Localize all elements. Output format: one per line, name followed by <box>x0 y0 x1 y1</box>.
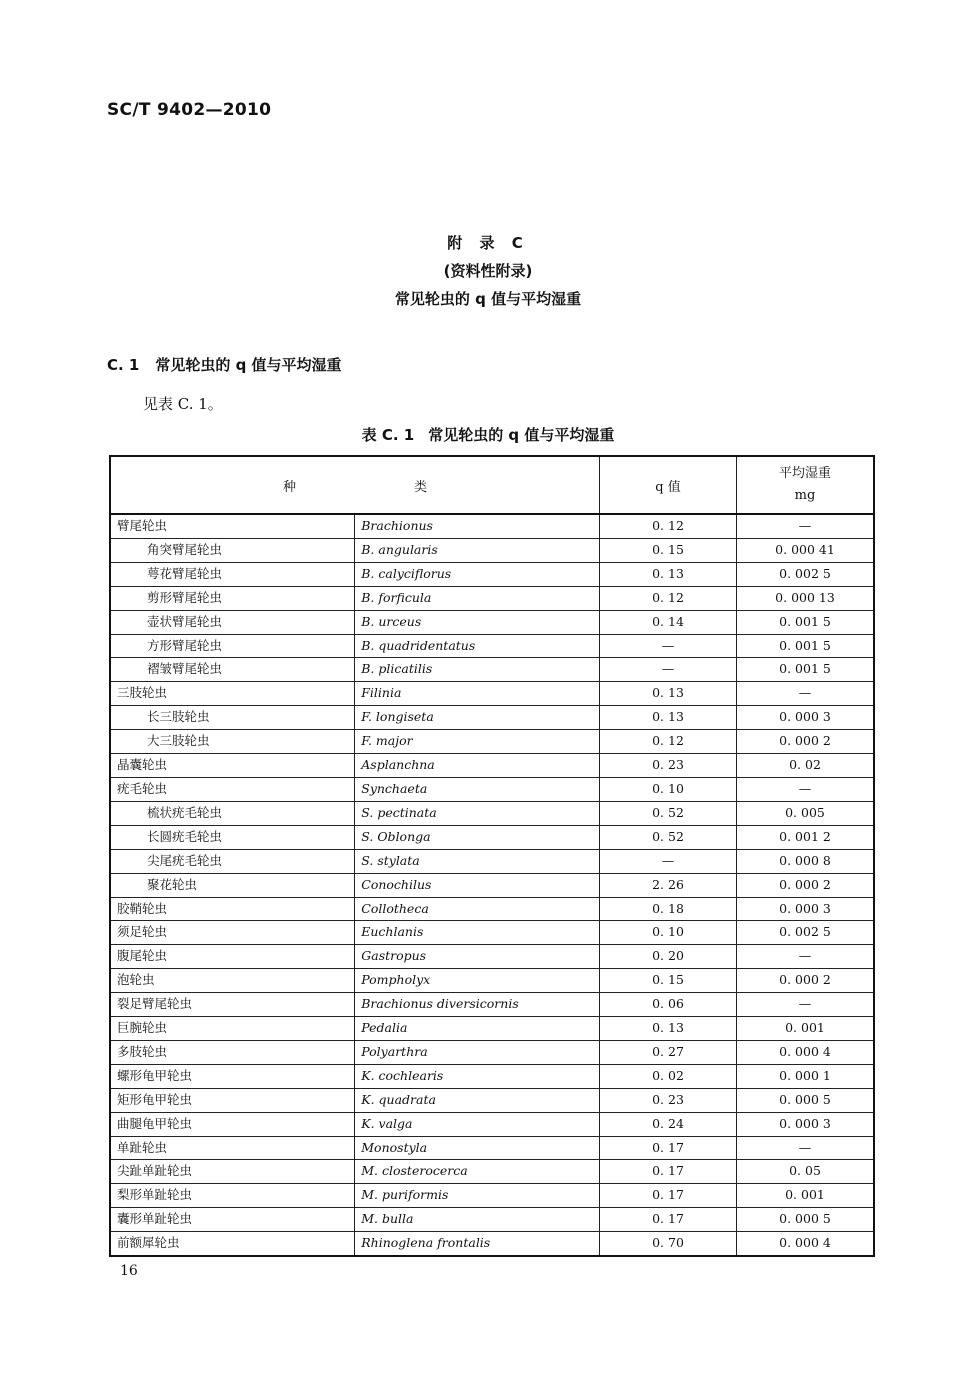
chinese-name-cell: 剪形臂尾轮虫 <box>110 586 355 610</box>
table-row <box>110 1017 874 1041</box>
chinese-name-cell: 裂足臂尾轮虫 <box>110 993 355 1017</box>
chinese-name-cell: 疣毛轮虫 <box>110 777 355 801</box>
q-value-cell: 0. 17 <box>600 1160 737 1184</box>
table-row <box>110 897 874 921</box>
latin-name-cell: B. forficula <box>355 586 600 610</box>
table-row <box>110 1184 874 1208</box>
latin-name-cell: K. quadrata <box>355 1088 600 1112</box>
latin-name-cell: Monostyla <box>355 1136 600 1160</box>
q-value-cell: 0. 17 <box>600 1208 737 1232</box>
chinese-name-cell: 单趾轮虫 <box>110 1136 355 1160</box>
table-header-row <box>110 456 874 514</box>
chinese-name-cell: 梨形单趾轮虫 <box>110 1184 355 1208</box>
q-value-cell: 0. 06 <box>600 993 737 1017</box>
latin-name-cell: F. major <box>355 730 600 754</box>
q-value-cell: — <box>600 658 737 682</box>
q-value-cell: 0. 17 <box>600 1184 737 1208</box>
table-row <box>110 849 874 873</box>
q-value-cell: 0. 02 <box>600 1064 737 1088</box>
latin-name-cell: K. valga <box>355 1112 600 1136</box>
latin-name-cell: Collotheca <box>355 897 600 921</box>
table-row <box>110 730 874 754</box>
chinese-name-cell: 多肢轮虫 <box>110 1040 355 1064</box>
latin-name-cell: S. stylata <box>355 849 600 873</box>
wet-weight-cell: 0. 000 3 <box>737 1112 875 1136</box>
wet-weight-cell: 0. 001 5 <box>737 634 875 658</box>
appendix-title: 附 录 C <box>447 234 529 252</box>
wet-weight-cell: — <box>737 945 875 969</box>
chinese-name-cell: 三肢轮虫 <box>110 682 355 706</box>
q-value-cell: — <box>600 849 737 873</box>
section-title: 常见轮虫的 q 值与平均湿重 <box>155 356 342 374</box>
latin-name-cell: M. puriformis <box>355 1184 600 1208</box>
table-caption-number: 表 C. 1 <box>361 426 415 444</box>
table-row <box>110 921 874 945</box>
table-row <box>110 658 874 682</box>
table-row <box>110 1232 874 1256</box>
chinese-name-cell: 前额犀轮虫 <box>110 1232 355 1256</box>
wet-weight-cell: 0. 000 4 <box>737 1040 875 1064</box>
q-value-cell: 0. 52 <box>600 801 737 825</box>
wet-weight-cell: — <box>737 777 875 801</box>
wet-weight-cell: 0. 000 5 <box>737 1208 875 1232</box>
table-row <box>110 1136 874 1160</box>
chinese-name-cell: 萼花臂尾轮虫 <box>110 562 355 586</box>
table-row <box>110 754 874 778</box>
wet-weight-cell: — <box>737 682 875 706</box>
table-row <box>110 562 874 586</box>
latin-name-cell: Euchlanis <box>355 921 600 945</box>
chinese-name-cell: 须足轮虫 <box>110 921 355 945</box>
wet-weight-cell: 0. 000 5 <box>737 1088 875 1112</box>
latin-name-cell: B. quadridentatus <box>355 634 600 658</box>
latin-name-cell: Pompholyx <box>355 969 600 993</box>
table-row <box>110 1112 874 1136</box>
chinese-name-cell: 长三肢轮虫 <box>110 706 355 730</box>
table-body <box>110 514 874 1256</box>
wet-weight-cell: 0. 000 2 <box>737 730 875 754</box>
q-value-cell: 0. 10 <box>600 777 737 801</box>
weight-header <box>737 456 875 514</box>
species-header-label-b: 类 <box>414 479 428 495</box>
q-value-cell: 0. 70 <box>600 1232 737 1256</box>
table-row <box>110 1088 874 1112</box>
chinese-name-cell: 臂尾轮虫 <box>110 514 355 538</box>
wet-weight-cell: 0. 002 5 <box>737 562 875 586</box>
table-row <box>110 825 874 849</box>
wet-weight-cell: 0. 000 4 <box>737 1232 875 1256</box>
wet-weight-cell: 0. 002 5 <box>737 921 875 945</box>
chinese-name-cell: 曲腿龟甲轮虫 <box>110 1112 355 1136</box>
latin-name-cell: Rhinoglena frontalis <box>355 1232 600 1256</box>
q-value-cell: 0. 15 <box>600 538 737 562</box>
latin-name-cell: B. calyciflorus <box>355 562 600 586</box>
table-row <box>110 706 874 730</box>
q-value-cell: 0. 15 <box>600 969 737 993</box>
table-row <box>110 1160 874 1184</box>
q-value-cell: 0. 14 <box>600 610 737 634</box>
wet-weight-cell: 0. 000 1 <box>737 1064 875 1088</box>
section-number: C. 1 <box>107 356 140 374</box>
chinese-name-cell: 矩形龟甲轮虫 <box>110 1088 355 1112</box>
weight-header-label: 平均湿重 <box>778 466 831 481</box>
wet-weight-cell: 0. 001 2 <box>737 825 875 849</box>
latin-name-cell: M. closterocerca <box>355 1160 600 1184</box>
latin-name-cell: Polyarthra <box>355 1040 600 1064</box>
latin-name-cell: Gastropus <box>355 945 600 969</box>
table-caption-title: 常见轮虫的 q 值与平均湿重 <box>428 426 615 444</box>
chinese-name-cell: 晶囊轮虫 <box>110 754 355 778</box>
q-value-cell: 2. 26 <box>600 873 737 897</box>
chinese-name-cell: 大三肢轮虫 <box>110 730 355 754</box>
latin-name-cell: Conochilus <box>355 873 600 897</box>
latin-name-cell: Brachionus <box>355 514 600 538</box>
q-value-cell: 0. 23 <box>600 1088 737 1112</box>
wet-weight-cell: 0. 000 8 <box>737 849 875 873</box>
q-header: q 值 <box>600 456 737 514</box>
latin-name-cell: Pedalia <box>355 1017 600 1041</box>
wet-weight-cell: 0. 000 41 <box>737 538 875 562</box>
chinese-name-cell: 方形臂尾轮虫 <box>110 634 355 658</box>
table-row <box>110 514 874 538</box>
chinese-name-cell: 角突臂尾轮虫 <box>110 538 355 562</box>
chinese-name-cell: 壶状臂尾轮虫 <box>110 610 355 634</box>
wet-weight-cell: 0. 05 <box>737 1160 875 1184</box>
rotifer-table <box>109 455 875 1257</box>
section-text: 见表 C. 1。 <box>143 395 223 413</box>
q-value-cell: 0. 27 <box>600 1040 737 1064</box>
chinese-name-cell: 褶皱臂尾轮虫 <box>110 658 355 682</box>
wet-weight-cell: — <box>737 514 875 538</box>
chinese-name-cell: 泡轮虫 <box>110 969 355 993</box>
latin-name-cell: Asplanchna <box>355 754 600 778</box>
appendix-type: (资料性附录) <box>443 262 533 280</box>
wet-weight-cell: 0. 001 <box>737 1184 875 1208</box>
chinese-name-cell: 腹尾轮虫 <box>110 945 355 969</box>
chinese-name-cell: 尖趾单趾轮虫 <box>110 1160 355 1184</box>
latin-name-cell: Brachionus diversicornis <box>355 993 600 1017</box>
q-value-cell: 0. 10 <box>600 921 737 945</box>
latin-name-cell: F. longiseta <box>355 706 600 730</box>
chinese-name-cell: 螺形龟甲轮虫 <box>110 1064 355 1088</box>
table-row <box>110 586 874 610</box>
wet-weight-cell: 0. 001 5 <box>737 658 875 682</box>
q-value-cell: 0. 13 <box>600 1017 737 1041</box>
table-row <box>110 538 874 562</box>
wet-weight-cell: 0. 000 2 <box>737 873 875 897</box>
q-value-cell: 0. 20 <box>600 945 737 969</box>
chinese-name-cell: 梳状疣毛轮虫 <box>110 801 355 825</box>
table-row <box>110 873 874 897</box>
table-row <box>110 993 874 1017</box>
latin-name-cell: S. Oblonga <box>355 825 600 849</box>
q-value-cell: 0. 18 <box>600 897 737 921</box>
species-header-label-a: 种 <box>282 479 296 495</box>
q-value-cell: 0. 12 <box>600 514 737 538</box>
latin-name-cell: Filinia <box>355 682 600 706</box>
section-heading <box>107 354 342 375</box>
table-row <box>110 610 874 634</box>
chinese-name-cell: 胶鞘轮虫 <box>110 897 355 921</box>
table-row <box>110 801 874 825</box>
q-value-cell: 0. 23 <box>600 754 737 778</box>
chinese-name-cell: 尖尾疣毛轮虫 <box>110 849 355 873</box>
wet-weight-cell: 0. 000 3 <box>737 897 875 921</box>
weight-header-unit: mg <box>794 488 816 503</box>
wet-weight-cell: 0. 000 13 <box>737 586 875 610</box>
table-row <box>110 634 874 658</box>
table-row <box>110 945 874 969</box>
chinese-name-cell: 囊形单趾轮虫 <box>110 1208 355 1232</box>
page-number: 16 <box>120 1263 138 1279</box>
wet-weight-cell: — <box>737 1136 875 1160</box>
q-value-cell: 0. 24 <box>600 1112 737 1136</box>
q-value-cell: 0. 13 <box>600 706 737 730</box>
wet-weight-cell: 0. 000 2 <box>737 969 875 993</box>
table-row <box>110 682 874 706</box>
species-header <box>110 456 600 514</box>
table-row <box>110 777 874 801</box>
q-value-cell: 0. 17 <box>600 1136 737 1160</box>
table-row <box>110 1040 874 1064</box>
latin-name-cell: M. bulla <box>355 1208 600 1232</box>
q-value-cell: 0. 12 <box>600 586 737 610</box>
latin-name-cell: S. pectinata <box>355 801 600 825</box>
table-row <box>110 1208 874 1232</box>
q-value-cell: 0. 52 <box>600 825 737 849</box>
wet-weight-cell: — <box>737 993 875 1017</box>
wet-weight-cell: 0. 000 3 <box>737 706 875 730</box>
q-value-cell: 0. 13 <box>600 682 737 706</box>
table-row <box>110 969 874 993</box>
latin-name-cell: B. urceus <box>355 610 600 634</box>
wet-weight-cell: 0. 001 5 <box>737 610 875 634</box>
chinese-name-cell: 巨腕轮虫 <box>110 1017 355 1041</box>
table-row <box>110 1064 874 1088</box>
chinese-name-cell: 长圆疣毛轮虫 <box>110 825 355 849</box>
q-value-cell: 0. 12 <box>600 730 737 754</box>
latin-name-cell: B. plicatilis <box>355 658 600 682</box>
standard-code: SC/T 9402—2010 <box>107 100 272 120</box>
latin-name-cell: B. angularis <box>355 538 600 562</box>
latin-name-cell: Synchaeta <box>355 777 600 801</box>
q-value-cell: 0. 13 <box>600 562 737 586</box>
q-value-cell: — <box>600 634 737 658</box>
wet-weight-cell: 0. 001 <box>737 1017 875 1041</box>
chinese-name-cell: 聚花轮虫 <box>110 873 355 897</box>
wet-weight-cell: 0. 02 <box>737 754 875 778</box>
latin-name-cell: K. cochlearis <box>355 1064 600 1088</box>
appendix-subtitle: 常见轮虫的 q 值与平均湿重 <box>394 290 582 308</box>
wet-weight-cell: 0. 005 <box>737 801 875 825</box>
table-caption <box>0 424 976 445</box>
